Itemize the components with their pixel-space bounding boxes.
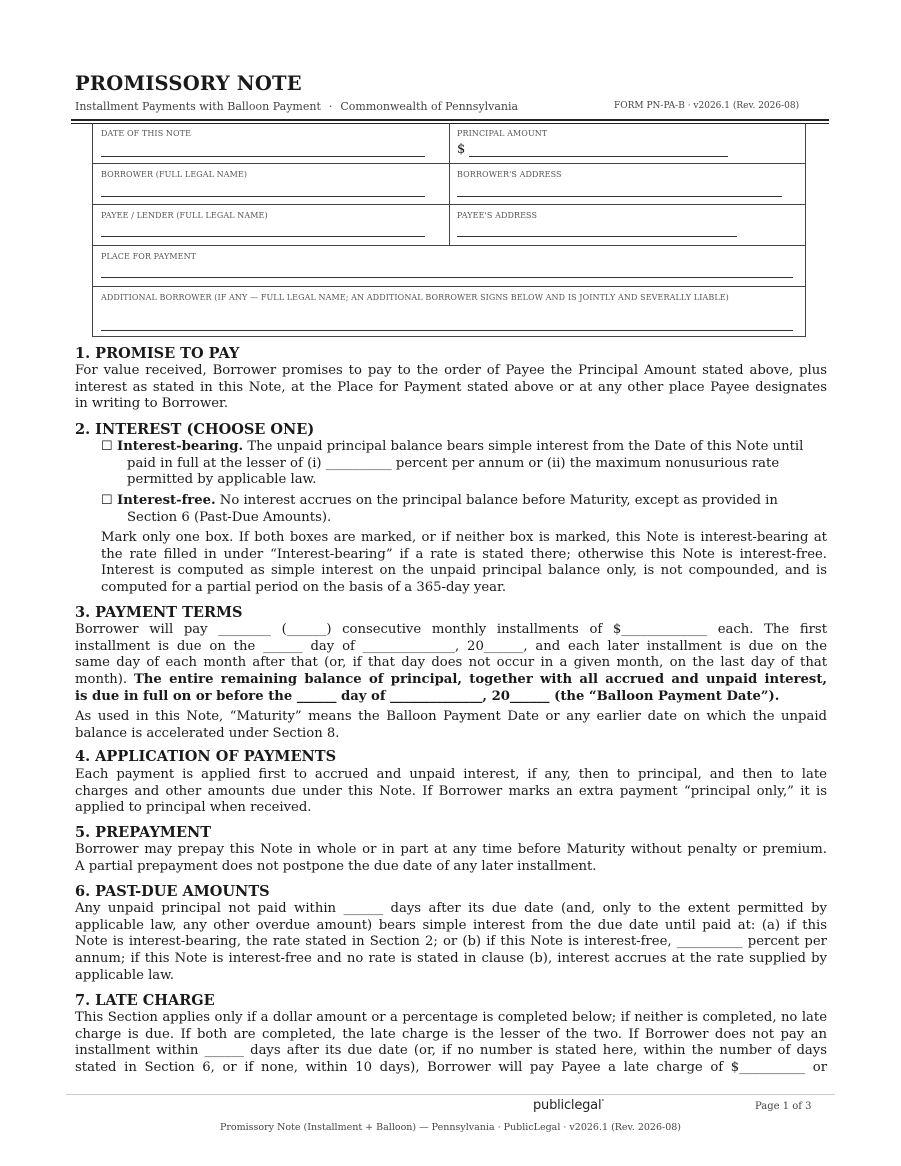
text-line: installment is due on the ______ day of ______________, 20______, and each later installment is due on the: [75, 638, 827, 654]
additional-borrower-input-line[interactable]: [101, 330, 793, 331]
text-line: charge is due. If both are completed, the late charge is the lesser of the two. If Borrower does not pay an: [75, 1026, 827, 1042]
section-6-text: [75, 901, 827, 985]
text-line: same day of each month after that (or, if that day does not occur in a given month, on the last day of that: [75, 655, 827, 671]
text-line: This Section applies only if a dollar amount or a percentage is completed below; if neither is completed, no late: [75, 1010, 827, 1025]
text-line: As used in this Note, “Maturity” means the Balloon Payment Date or any earlier date on which the unpaid: [75, 709, 827, 724]
section-2-text: [101, 530, 827, 597]
subtitle-separator: ·: [328, 100, 333, 113]
section-7-text: [75, 1010, 827, 1077]
interest-free-option: [101, 493, 827, 526]
text-line: in writing to Borrower.: [75, 396, 229, 412]
brand-mark: °: [601, 1098, 605, 1106]
place-for-payment-field[interactable]: [93, 246, 805, 286]
text-line: Mark only one box. If both boxes are marked, or if neither box is marked, this Note is interest-bearing at: [101, 530, 827, 545]
text-line: annum; if this Note is interest-free and no rate is stated in clause (b), interest accrues at the rate supplied by: [75, 951, 827, 967]
section-5-heading: 5. PREPAYMENT: [75, 824, 212, 841]
payee-address-field[interactable]: [449, 205, 805, 245]
interest-bearing-checkbox[interactable]: ☐: [101, 439, 113, 454]
text-segment: month).: [75, 672, 134, 688]
date-field-label: DATE OF THIS NOTE: [101, 129, 192, 138]
section-4-heading: 4. APPLICATION OF PAYMENTS: [75, 748, 337, 765]
text-line: stated in Section 6, or if none, within 10 days), Borrower will pay Payee a late charge of $__________ or: [75, 1060, 827, 1076]
text-line: Borrower may prepay this Note in whole or in part at any time before Maturity without penalty or premium.: [75, 842, 827, 857]
borrower-name-field[interactable]: [93, 164, 449, 204]
payee-name-field[interactable]: [93, 205, 449, 245]
interest-free-label: Interest-free.: [117, 493, 216, 508]
text-line: charges and other amounts due under this Note. If Borrower marks an extra payment “principal only,” it is: [75, 783, 827, 799]
footer-rule: [66, 1094, 835, 1095]
principal-amount-label: PRINCIPAL AMOUNT: [457, 129, 548, 138]
text-line: Note is interest-bearing, the rate stated in Section 2; or (b) if this Note is interest-free, __________ percent per: [75, 934, 827, 950]
document-subtitle: [75, 100, 518, 113]
date-field[interactable]: [93, 123, 449, 163]
additional-borrower-label: ADDITIONAL BORROWER (IF ANY — FULL LEGAL NAME; AN ADDITIONAL BORROWER SIGNS BELOW AND IS JOINTLY AND SEVERALLY LIABLE): [101, 293, 729, 302]
place-for-payment-input-line[interactable]: [101, 277, 793, 278]
text-line: interest as stated in this Note, at the Place for Payment stated above or at any other place Payee designates: [75, 379, 827, 395]
subtitle-jurisdiction: Commonwealth of Pennsylvania: [340, 100, 519, 113]
balloon-text-bold: The entire remaining balance of principal, together with all accrued and unpaid interest,: [133, 672, 828, 688]
text-line: A partial prepayment does not postpone the due date of any later installment.: [75, 858, 597, 874]
subtitle-note-type: Installment Payments with Balloon Payment: [75, 100, 321, 113]
additional-borrower-field[interactable]: [93, 287, 805, 337]
section-6-heading: 6. PAST-DUE AMOUNTS: [75, 883, 270, 900]
text-line: permitted by applicable law.: [127, 472, 317, 488]
text-line: applicable law, any other overdue amount) bears simple interest from the due date until paid at: (a) if this: [75, 917, 827, 933]
place-for-payment-label: PLACE FOR PAYMENT: [101, 252, 197, 261]
borrower-address-input-line[interactable]: [457, 196, 782, 197]
text-line: Interest is computed as simple interest on the unpaid principal balance only, is not compounded, and is: [101, 563, 827, 579]
date-input-line[interactable]: [101, 156, 425, 157]
footer-document-line: Promissory Note (Installment + Balloon) — Pennsylvania · PublicLegal · v2026.1 (Rev. 2026-08): [219, 1122, 682, 1133]
text-line: Borrower will pay ________ (______) consecutive monthly installments of $_____________ each. The first: [75, 622, 827, 637]
borrower-name-label: BORROWER (FULL LEGAL NAME): [101, 170, 248, 179]
text-line: Section 6 (Past-Due Amounts).: [127, 509, 332, 525]
text-segment: The unpaid principal balance bears simple interest from the Date of this Note until: [243, 439, 804, 454]
text-line: Any unpaid principal not paid within ______ days after its due date (and, only to the extent permitted by: [75, 901, 827, 916]
text-line: the rate filled in under “Interest-bearing” if a rate is stated there; otherwise this Note is interest-free.: [101, 546, 827, 562]
principal-amount-field[interactable]: [449, 123, 805, 163]
interest-bearing-option: [101, 439, 827, 489]
maturity-definition-text: [75, 709, 827, 742]
brand-name: publiclegal: [533, 1098, 602, 1113]
balloon-due-line: is due in full on or before the ______ day of ______________, 20______ (the “Balloon Payment Date”).: [75, 688, 780, 704]
page-number: Page 1 of 3: [755, 1101, 812, 1112]
borrower-address-label: BORROWER'S ADDRESS: [457, 170, 562, 179]
option-line: [101, 439, 827, 456]
section-7-heading: 7. LATE CHARGE: [75, 992, 215, 1009]
section-3-text: [75, 622, 827, 706]
text-line: applied to principal when received.: [75, 800, 312, 816]
section-2-heading: 2. INTEREST (CHOOSE ONE): [75, 421, 315, 438]
section-3-heading: 3. PAYMENT TERMS: [75, 604, 243, 621]
text-line: applicable law.: [75, 967, 175, 983]
section-5-text: [75, 842, 827, 875]
interest-bearing-label: Interest-bearing.: [117, 439, 244, 454]
text-segment: No interest accrues on the principal balance before Maturity, except as provided in: [215, 493, 778, 508]
option-line: [101, 493, 827, 510]
section-4-text: [75, 767, 827, 817]
payee-address-input-line[interactable]: [457, 236, 737, 237]
header-rule-thick: [71, 119, 829, 121]
publiclegal-logo: [533, 1098, 604, 1113]
text-line: computed for a partial period on the basis of a 365-day year.: [101, 580, 507, 596]
payee-name-label: PAYEE / LENDER (FULL LEGAL NAME): [101, 211, 268, 220]
document-title: PROMISSORY NOTE: [75, 72, 302, 95]
interest-free-checkbox[interactable]: ☐: [101, 493, 113, 508]
text-line: For value received, Borrower promises to pay to the order of Payee the Principal Amount stated above, plus: [75, 363, 827, 378]
text-line: Each payment is applied first to accrued and unpaid interest, if any, then to principal, and then to late: [75, 767, 827, 782]
form-identifier: FORM PN-PA-B · v2026.1 (Rev. 2026-08): [614, 101, 800, 111]
section-1-heading: 1. PROMISE TO PAY: [75, 345, 240, 362]
currency-symbol: $: [457, 142, 466, 157]
text-line: balance is accelerated under Section 8.: [75, 725, 340, 741]
text-line: installment within ______ days after its due date (or, if no number is stated here, within the number of days: [75, 1043, 827, 1059]
borrower-name-input-line[interactable]: [101, 196, 425, 197]
note-fields-box: [92, 123, 806, 337]
text-line: [75, 672, 827, 689]
section-1-text: [75, 363, 827, 413]
payee-name-input-line[interactable]: [101, 236, 425, 237]
borrower-address-field[interactable]: [449, 164, 805, 204]
principal-amount-input-line[interactable]: [469, 156, 728, 157]
payee-address-label: PAYEE'S ADDRESS: [457, 211, 538, 220]
text-line: paid in full at the lesser of (i) __________ percent per annum or (ii) the maximum nonusurious rate: [127, 455, 780, 471]
